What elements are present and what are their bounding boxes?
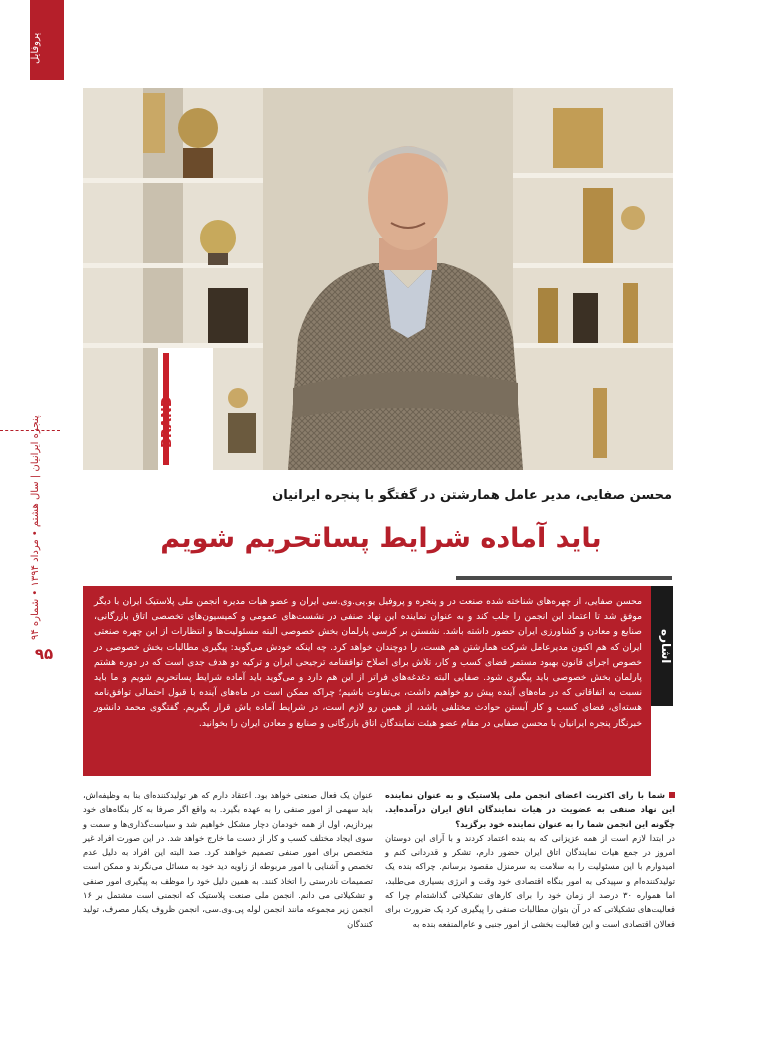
headline: باید آماده شرایط پساتحریم شویم	[160, 523, 602, 554]
section-label: پروفایل	[30, 32, 41, 64]
issue-line: پنجره ایرانیان | سال هشتم • مرداد ۱۳۹۴ • شماره ۹۴	[30, 415, 41, 640]
intro-rule	[456, 576, 672, 580]
question-paragraph	[385, 788, 675, 831]
question-marker-icon	[669, 792, 675, 798]
column-left: عنوان یک فعال صنعتی خواهد بود. اعتقاد دارم که هر تولیدکننده‌ای بنا به وظیفه‌اش، باید سهمی از امور صنفی را به عهده بگیرد. به واقع اگر صرفا به کار بنگاه‌های خود بپردازیم، اول از همه خودمان دچار مشکل خواهیم شد و سیاست‌گذاری‌ها و سمت و سوی ایجاد مختلف کسب و کار از دست ما خارج خواهد شد. در این صورت افراد غیر متخصص برای امور صنفی تصمیم خواهند کرد. صد البته این افراد به دلیل عدم تخصص و آشنایی با امور مربوطه از زاویه دید خود به مسائل می‌نگرند و ممکن است تصمیمات نادرستی را اتخاذ کنند. به همین دلیل خود را موظف به پیگیری امور صنفی و تشکیلاتی می دانم. انجمن ملی صنعت پلاستیک که انجمنی است مشتمل بر ۱۶ انجمن زیر مجموعه مانند انجمن لوله پی.وی.سی، انجمن ظروف یکبار مصرف، تولید کنندگان	[83, 790, 373, 929]
question-text: شما با رای اکثریت اعضای انجمن ملی پلاستیک و به عنوان نماینده این نهاد صنفی به عضویت در هیات نمایندگان اتاق ایران درآمده‌اید. چگونه این انجمن شما را به عنوان نماینده خود برگزید؟	[385, 790, 675, 829]
answer-paragraph: در ابتدا لازم است از همه عزیزانی که به بنده اعتماد کردند و با آرای این دوستان امروز در جمع هیات نمایندگان اتاق ایران حضور دارم، تشکر و قدردانی کنم و امیدوارم با این مسئولیت را به سلامت به سرمنزل مقصود برسانم. چراکه بنده یک تولیدکننده‌ام و سپیدکی به امور بنگاه اقتصادی خود وقت و انرژی بسیاری می‌طلبد، اما همواره ۳۰ درصد از زمان خود را برای کارهای تشکیلاتی گذاشته‌ام چرا که فعالیت‌های تشکیلاتی که در آن بتوان مطالبات صنفی را پیگیری کرد یک ضرورت برای فعالان اقتصادی است و این فعالیت بخشی از امور جنبی و عام‌المنفعه بنده به	[385, 832, 676, 929]
portrait-photo	[83, 88, 673, 470]
column-right	[385, 788, 675, 931]
subheadline: محسن صفایی، مدیر عامل همارشتن در گفتگو با پنجره ایرانیان	[272, 488, 672, 503]
intro-text: محسن صفایی، از چهره‌های شناخته شده صنعت در و پنجره و پروفیل یو.پی.وی.سی ایران و عضو هیات مدیره انجمن ملی پلاستیک ایران با دیگر موفق شد تا اعتماد این انجمن را جلب کند و به عنوان نماینده این نهاد صنفی در نشست‌های عمومی و کمیسیون‌های تخصصی اتاق بازرگانی، صنایع و معادن و کشاورزی ایران حضور داشته باشد. نشستن بر کرسی پارلمان بخش خصوصی البته مسئولیت‌ها و انتظارات از این چهره صنعتی ایران که هم اکنون مدیرعامل شرکت همارشتن هم هست، را دوچندان خواهد کرد. چه اینکه خودش می‌گوید: پیگیری مطالبات بخش خصوصی در خصوص اجرای قانون بهبود مستمر فضای کسب و کار، تلاش برای اصلاح توافقنامه ترجیحی ایران و ترکیه دو هدف جدی است که در دوره هشتم پارلمان بخش خصوصی باید پیگیری شود. صفایی البته دغدغه‌های فراتر از این هم دارد و می‌گوید باید آماده شرایط پساتحریم شویم و ما باید نسبت به اتفاقاتی که در ماه‌های آینده پیش رو خواهیم داشت، بی‌تفاوت باشیم؛ چراکه ممکن است در ماه‌های آینده با قبول احتمالی توافق‌نامه هسته‌ای، فضای کسب و کار آبستن حوادث مختلفی باشد، از همین رو لازم است، در شرایط آماده باش قرار بگیریم. گفتگوی محمد دانشور خبرنگار پنجره ایرانیان با محسن صفایی در مقام عضو هیئت نمایندگان اتاق بازرگانی و صنایع و معادن ایران را بخوانید.	[94, 596, 642, 729]
brand-sign: BRAND	[160, 396, 175, 448]
intro-tag-label: اشاره	[659, 628, 673, 664]
page-number: ۹۵	[34, 645, 54, 663]
section-tab	[30, 0, 64, 80]
